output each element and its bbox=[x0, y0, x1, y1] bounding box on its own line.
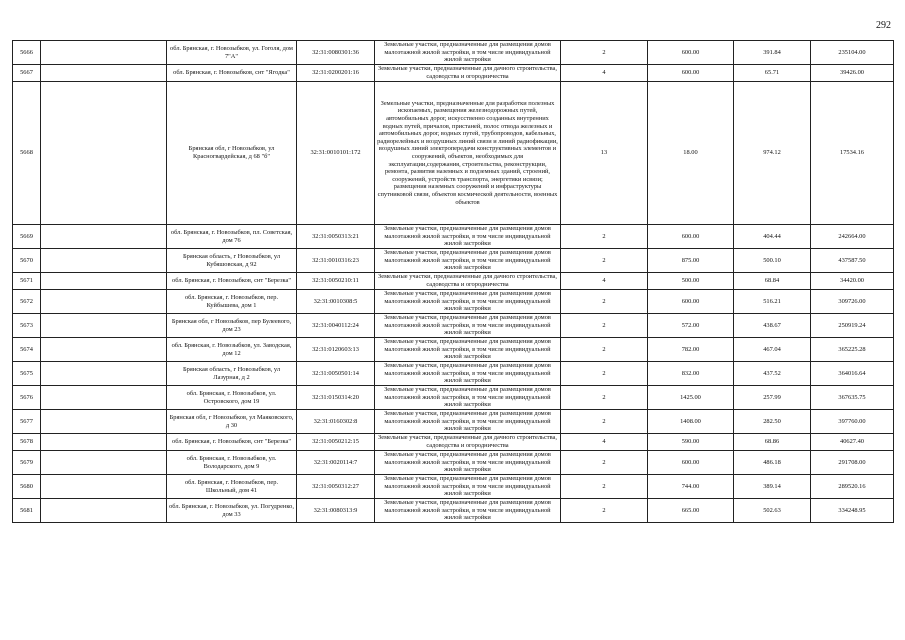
table-row bbox=[13, 434, 894, 451]
cadastral-number-cell: 32:31:0120603:13 bbox=[297, 338, 375, 362]
specific-value-cell: 282.50 bbox=[734, 410, 811, 434]
area-cell: 665.00 bbox=[648, 499, 734, 523]
cadastral-number-cell: 32:31:0010316:23 bbox=[297, 249, 375, 273]
row-number-cell: 5669 bbox=[13, 225, 41, 249]
group-cell: 4 bbox=[561, 65, 648, 82]
cadastral-number-cell: 32:31:0050210:11 bbox=[297, 273, 375, 290]
specific-value-cell: 257.99 bbox=[734, 386, 811, 410]
table-row bbox=[13, 249, 894, 273]
cadastral-number-cell: 32:31:0150314:20 bbox=[297, 386, 375, 410]
area-cell: 832.00 bbox=[648, 362, 734, 386]
cadastral-value-cell: 437587.50 bbox=[811, 249, 894, 273]
group-cell: 2 bbox=[561, 314, 648, 338]
permitted-use-cell: Земельные участки, предназначенные для размещения домов малоэтажной жилой застройки, в том числе индивидуальной жилой застройки bbox=[375, 290, 561, 314]
group-cell: 2 bbox=[561, 290, 648, 314]
permitted-use-cell: Земельные участки, предназначенные для размещения домов малоэтажной жилой застройки, в том числе индивидуальной жилой застройки bbox=[375, 314, 561, 338]
blank-cell bbox=[41, 82, 167, 225]
table-row bbox=[13, 410, 894, 434]
group-cell: 2 bbox=[561, 410, 648, 434]
cadastral-number-cell: 32:31:0050501:14 bbox=[297, 362, 375, 386]
specific-value-cell: 974.12 bbox=[734, 82, 811, 225]
table-row bbox=[13, 499, 894, 523]
permitted-use-cell: Земельные участки, предназначенные для размещения домов малоэтажной жилой застройки, в том числе индивидуальной жилой застройки bbox=[375, 362, 561, 386]
address-cell: обл. Брянская, г. Новозыбков, пер. Школьный, дом 41 bbox=[167, 475, 297, 499]
address-cell: обл. Брянская, г. Новозыбков, ул. Володарского, дом 9 bbox=[167, 451, 297, 475]
cadastral-number-cell: 32:31:0080313:9 bbox=[297, 499, 375, 523]
area-cell: 744.00 bbox=[648, 475, 734, 499]
table-body bbox=[13, 41, 894, 523]
cadastral-number-cell: 32:31:0080301:36 bbox=[297, 41, 375, 65]
permitted-use-cell: Земельные участки, предназначенные для дачного строительства, садоводства и огородничества bbox=[375, 434, 561, 451]
permitted-use-cell: Земельные участки, предназначенные для размещения домов малоэтажной жилой застройки, в том числе индивидуальной жилой застройки bbox=[375, 475, 561, 499]
row-number-cell: 5676 bbox=[13, 386, 41, 410]
permitted-use-cell: Земельные участки, предназначенные для размещения домов малоэтажной жилой застройки, в том числе индивидуальной жилой застройки bbox=[375, 451, 561, 475]
group-cell: 2 bbox=[561, 249, 648, 273]
cadastral-value-cell: 291708.00 bbox=[811, 451, 894, 475]
address-cell: Брянская область, г Новозыбков, ул Лазурная, д 2 bbox=[167, 362, 297, 386]
permitted-use-cell: Земельные участки, предназначенные для размещения домов малоэтажной жилой застройки, в том числе индивидуальной жилой застройки bbox=[375, 225, 561, 249]
table-row bbox=[13, 225, 894, 249]
permitted-use-cell: Земельные участки, предназначенные для дачного строительства, садоводства и огородничества bbox=[375, 273, 561, 290]
blank-cell bbox=[41, 338, 167, 362]
cadastral-value-cell: 309726.00 bbox=[811, 290, 894, 314]
specific-value-cell: 437.52 bbox=[734, 362, 811, 386]
address-cell: обл. Брянская, г. Новозыбков, снт "Березка" bbox=[167, 273, 297, 290]
row-number-cell: 5671 bbox=[13, 273, 41, 290]
group-cell: 2 bbox=[561, 386, 648, 410]
group-cell: 2 bbox=[561, 499, 648, 523]
area-cell: 18.00 bbox=[648, 82, 734, 225]
cadastral-number-cell: 32:31:0050212:15 bbox=[297, 434, 375, 451]
blank-cell bbox=[41, 225, 167, 249]
permitted-use-cell: Земельные участки, предназначенные для размещения домов малоэтажной жилой застройки, в том числе индивидуальной жилой застройки bbox=[375, 41, 561, 65]
cadastral-number-cell: 32:31:0040112:24 bbox=[297, 314, 375, 338]
cadastral-value-cell: 289520.16 bbox=[811, 475, 894, 499]
blank-cell bbox=[41, 475, 167, 499]
blank-cell bbox=[41, 451, 167, 475]
blank-cell bbox=[41, 290, 167, 314]
row-number-cell: 5679 bbox=[13, 451, 41, 475]
address-cell: Брянская обл, г Новозыбков, ул Маяковского, д 30 bbox=[167, 410, 297, 434]
table-row bbox=[13, 273, 894, 290]
address-cell: Брянская область, г Новозыбков, ул Кубяшовская, д 92 bbox=[167, 249, 297, 273]
specific-value-cell: 68.84 bbox=[734, 273, 811, 290]
permitted-use-cell: Земельные участки, предназначенные для размещения домов малоэтажной жилой застройки, в том числе индивидуальной жилой застройки bbox=[375, 338, 561, 362]
specific-value-cell: 391.84 bbox=[734, 41, 811, 65]
area-cell: 500.00 bbox=[648, 273, 734, 290]
permitted-use-cell: Земельные участки, предназначенные для размещения домов малоэтажной жилой застройки, в том числе индивидуальной жилой застройки bbox=[375, 410, 561, 434]
group-cell: 4 bbox=[561, 273, 648, 290]
cadastral-number-cell: 32:31:0160302:8 bbox=[297, 410, 375, 434]
blank-cell bbox=[41, 434, 167, 451]
specific-value-cell: 500.10 bbox=[734, 249, 811, 273]
address-cell: обл. Брянская, г. Новозыбков, ул. Гоголя, дом 7"А" bbox=[167, 41, 297, 65]
blank-cell bbox=[41, 386, 167, 410]
cadastral-value-cell: 242664.00 bbox=[811, 225, 894, 249]
area-cell: 600.00 bbox=[648, 225, 734, 249]
blank-cell bbox=[41, 362, 167, 386]
row-number-cell: 5672 bbox=[13, 290, 41, 314]
blank-cell bbox=[41, 410, 167, 434]
specific-value-cell: 467.04 bbox=[734, 338, 811, 362]
table-row bbox=[13, 41, 894, 65]
row-number-cell: 5666 bbox=[13, 41, 41, 65]
group-cell: 2 bbox=[561, 362, 648, 386]
area-cell: 600.00 bbox=[648, 451, 734, 475]
table-row bbox=[13, 338, 894, 362]
group-cell: 2 bbox=[561, 451, 648, 475]
area-cell: 1408.00 bbox=[648, 410, 734, 434]
area-cell: 600.00 bbox=[648, 290, 734, 314]
cadastral-number-cell: 32:31:0010308:5 bbox=[297, 290, 375, 314]
row-number-cell: 5678 bbox=[13, 434, 41, 451]
row-number-cell: 5675 bbox=[13, 362, 41, 386]
cadastral-number-cell: 32:31:0010101:172 bbox=[297, 82, 375, 225]
row-number-cell: 5670 bbox=[13, 249, 41, 273]
address-cell: обл. Брянская, г. Новозыбков, пер. Куйбышева, дом 1 bbox=[167, 290, 297, 314]
permitted-use-cell: Земельные участки, предназначенные для размещения домов малоэтажной жилой застройки, в том числе индивидуальной жилой застройки bbox=[375, 499, 561, 523]
specific-value-cell: 516.21 bbox=[734, 290, 811, 314]
address-cell: обл. Брянская, г. Новозыбков, ул. Заводская, дом 12 bbox=[167, 338, 297, 362]
specific-value-cell: 438.67 bbox=[734, 314, 811, 338]
blank-cell bbox=[41, 314, 167, 338]
blank-cell bbox=[41, 65, 167, 82]
specific-value-cell: 68.86 bbox=[734, 434, 811, 451]
area-cell: 600.00 bbox=[648, 65, 734, 82]
row-number-cell: 5667 bbox=[13, 65, 41, 82]
table-row bbox=[13, 314, 894, 338]
cadastral-number-cell: 32:31:0020114:7 bbox=[297, 451, 375, 475]
blank-cell bbox=[41, 273, 167, 290]
blank-cell bbox=[41, 249, 167, 273]
cadastral-value-cell: 17534.16 bbox=[811, 82, 894, 225]
row-number-cell: 5680 bbox=[13, 475, 41, 499]
cadastral-value-cell: 364016.64 bbox=[811, 362, 894, 386]
address-cell: Брянская обл, г Новозыбков, пер Булеевого, дом 23 bbox=[167, 314, 297, 338]
specific-value-cell: 502.63 bbox=[734, 499, 811, 523]
permitted-use-cell: Земельные участки, предназначенные для дачного строительства, садоводства и огородничества bbox=[375, 65, 561, 82]
area-cell: 600.00 bbox=[648, 41, 734, 65]
group-cell: 2 bbox=[561, 41, 648, 65]
cadastral-value-cell: 34420.00 bbox=[811, 273, 894, 290]
specific-value-cell: 404.44 bbox=[734, 225, 811, 249]
row-number-cell: 5673 bbox=[13, 314, 41, 338]
address-cell: обл. Брянская, г. Новозыбков, ул. Островского, дом 19 bbox=[167, 386, 297, 410]
cadastral-value-cell: 334248.95 bbox=[811, 499, 894, 523]
specific-value-cell: 389.14 bbox=[734, 475, 811, 499]
table-row bbox=[13, 362, 894, 386]
land-plot-table bbox=[12, 40, 894, 523]
address-cell: Брянская обл, г Новозыбков, ул Красногвардейская, д 68 "б" bbox=[167, 82, 297, 225]
row-number-cell: 5681 bbox=[13, 499, 41, 523]
cadastral-value-cell: 367635.75 bbox=[811, 386, 894, 410]
area-cell: 590.00 bbox=[648, 434, 734, 451]
group-cell: 4 bbox=[561, 434, 648, 451]
table-row bbox=[13, 65, 894, 82]
table-row bbox=[13, 82, 894, 225]
area-cell: 782.00 bbox=[648, 338, 734, 362]
table-row bbox=[13, 290, 894, 314]
cadastral-value-cell: 39426.00 bbox=[811, 65, 894, 82]
area-cell: 572.00 bbox=[648, 314, 734, 338]
specific-value-cell: 486.18 bbox=[734, 451, 811, 475]
group-cell: 13 bbox=[561, 82, 648, 225]
specific-value-cell: 65.71 bbox=[734, 65, 811, 82]
group-cell: 2 bbox=[561, 338, 648, 362]
cadastral-number-cell: 32:31:0200201:16 bbox=[297, 65, 375, 82]
table-row bbox=[13, 451, 894, 475]
row-number-cell: 5674 bbox=[13, 338, 41, 362]
group-cell: 2 bbox=[561, 225, 648, 249]
area-cell: 1425.00 bbox=[648, 386, 734, 410]
cadastral-value-cell: 40627.40 bbox=[811, 434, 894, 451]
cadastral-value-cell: 235104.00 bbox=[811, 41, 894, 65]
address-cell: обл. Брянская, г. Новозыбков, ул. Погудренко, дом 33 bbox=[167, 499, 297, 523]
permitted-use-cell: Земельные участки, предназначенные для размещения домов малоэтажной жилой застройки, в том числе индивидуальной жилой застройки bbox=[375, 249, 561, 273]
blank-cell bbox=[41, 41, 167, 65]
address-cell: обл. Брянская, г. Новозыбков, пл. Советская, дом 76 bbox=[167, 225, 297, 249]
permitted-use-cell: Земельные участки, предназначенные для размещения домов малоэтажной жилой застройки, в том числе индивидуальной жилой застройки bbox=[375, 386, 561, 410]
cadastral-value-cell: 397760.00 bbox=[811, 410, 894, 434]
cadastral-value-cell: 365225.28 bbox=[811, 338, 894, 362]
row-number-cell: 5677 bbox=[13, 410, 41, 434]
table-row bbox=[13, 475, 894, 499]
area-cell: 875.00 bbox=[648, 249, 734, 273]
page-number: 292 bbox=[876, 20, 891, 31]
cadastral-number-cell: 32:31:0050312:27 bbox=[297, 475, 375, 499]
permitted-use-cell: Земельные участки, предназначенные для разработки полезных ископаемых, размещения железнодорожных путей, автомобильных дорог, искусственно созданных внутренних водных путей, причалов, пристаней, полос отвода железных и автомобильных дорог, водных путей, трубопроводов, кабельных, радиорелейных и воздушных линий связи и линий радиофикации, воздушных линий электропередачи конструктивных элементов и сооружений, объектов, необходимых для эксплуатации,содержания, строительства, реконструкции, ремонта, развития наземных и подземных зданий, строений, сооружений, устройств транспорта, энергетики исвязи; размещения наземных сооружений и инфраструктуры спутниковой связи, объектов космической деятельности, военных объектов bbox=[375, 82, 561, 225]
group-cell: 2 bbox=[561, 475, 648, 499]
row-number-cell: 5668 bbox=[13, 82, 41, 225]
blank-cell bbox=[41, 499, 167, 523]
address-cell: обл. Брянская, г. Новозыбков, снт "Березка" bbox=[167, 434, 297, 451]
cadastral-value-cell: 250919.24 bbox=[811, 314, 894, 338]
cadastral-number-cell: 32:31:0050313:21 bbox=[297, 225, 375, 249]
table-row bbox=[13, 386, 894, 410]
address-cell: обл. Брянская, г. Новозыбков, снт "Ягодка" bbox=[167, 65, 297, 82]
